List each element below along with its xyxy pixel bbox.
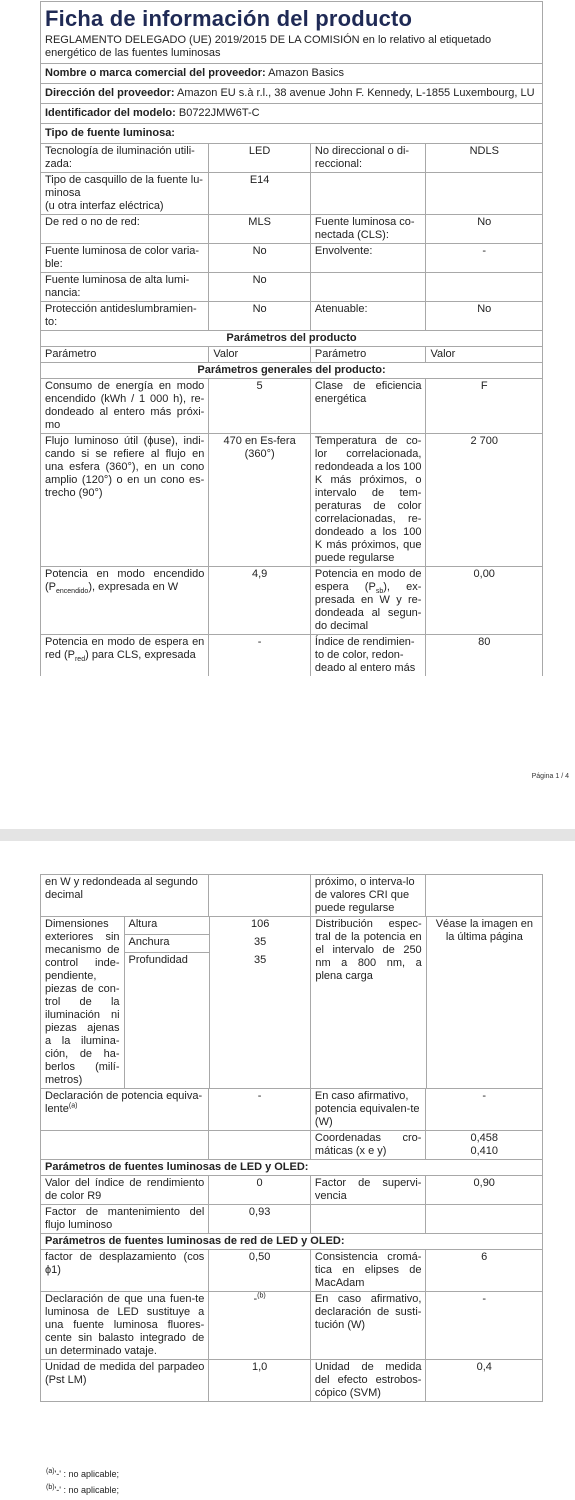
equiv-row <box>41 1089 542 1131</box>
product-params-heading: Parámetros del producto <box>226 332 357 344</box>
cri-value: 80 <box>478 636 491 648</box>
param-row-a: Consumo de energía en modo encendido (kWh / 1 000 h), re-dondeado al entero más próxi-mo <box>41 379 209 433</box>
param-row-b: 5 <box>209 379 311 433</box>
chroma-x: 0,458 <box>470 1132 498 1144</box>
type-row-c: No direccional o di-reccional: <box>311 144 427 172</box>
param-row <box>41 434 542 567</box>
led-row-d: 0,90 <box>473 1177 495 1189</box>
spectral-label: Distribución espec-tral de la potencia en el intervalo de 250 nm a 800 nm, a plena carga <box>311 917 426 1088</box>
type-row <box>41 302 542 331</box>
page-title: Ficha de información del producto <box>45 6 413 31</box>
footnotes <box>46 1466 119 1498</box>
net-row-d: 6 <box>481 1251 488 1263</box>
type-row <box>41 215 542 244</box>
dimensions-row <box>41 917 542 1089</box>
led-params-heading: Parámetros de fuentes luminosas de LED y OLED: <box>45 1161 309 1173</box>
led-row-b: 0,93 <box>209 1205 311 1233</box>
equiv-value: - <box>209 1089 311 1130</box>
type-row <box>41 273 542 302</box>
net-row-a: Unidad de medida del parpadeo (Pst LM) <box>41 1360 209 1401</box>
param-row-c: Clase de eficiencia energética <box>311 379 427 433</box>
power-on-label: Potencia en modo encendido $(P_{encendido})$, expresada en W <box>41 567 209 634</box>
led-rows <box>41 1176 542 1234</box>
param-row-a: Flujo luminoso útil (ϕuse), indi-cando si se refiere al flujo en una esfera (360°), en un cono amplio (120°) o en un cono es-trecho (90°) <box>41 434 209 566</box>
supplier-address: Amazon EU s.à r.l., 38 avenue John F. Kennedy, L-1855 Luxembourg, LU <box>177 87 535 99</box>
led-net-params-row <box>41 1234 542 1250</box>
product-params-row <box>41 331 542 347</box>
led-params-row <box>41 1160 542 1176</box>
page-2 <box>40 874 543 1402</box>
led-row-d <box>426 1205 542 1233</box>
power-on-value: 4,9 <box>209 567 311 634</box>
regulation-text: REGLAMENTO DELEGADO (UE) 2019/2015 DE LA COMISIÓN en lo relativo al etiquetado energético de las fuentes luminosas <box>45 34 492 59</box>
net-row-c: Consistencia cromá-tica en elipses de MacAdam <box>311 1250 427 1291</box>
chroma-row <box>41 1131 542 1160</box>
general-params-row <box>41 363 542 379</box>
led-row-a: Valor del índice de rendimiento de color R9 <box>41 1176 209 1204</box>
type-row-a: Tipo de casquillo de la fuente lu-minosa (u otra interfaz eléctrica) <box>41 173 209 214</box>
dim-height-label: Altura <box>125 917 209 935</box>
type-row-d: NDLS <box>469 145 499 157</box>
continuation-label: en W y redondeada al segundo decimal <box>41 875 209 916</box>
type-row-c: Fuente luminosa co-nectada (CLS): <box>311 215 427 243</box>
chroma-label: Coordenadas cro-máticas (x e y) <box>311 1131 427 1159</box>
net-row-b: 0,50 <box>209 1250 311 1291</box>
page-number: Página 1 / 4 <box>531 773 569 780</box>
header-value: Valor <box>209 347 311 362</box>
type-row-c: Envolvente: <box>311 244 427 272</box>
param-row-d: F <box>480 380 488 392</box>
type-row <box>41 244 542 273</box>
led-row-a: Factor de mantenimiento del flujo luminoso <box>41 1205 209 1233</box>
type-row-d: - <box>482 245 487 257</box>
led-row-c <box>311 1205 427 1233</box>
net-row <box>41 1292 542 1360</box>
type-row-a: Tecnología de iluminación utili-zada: <box>41 144 209 172</box>
type-row <box>41 173 542 215</box>
type-row-b: MLS <box>209 215 311 243</box>
light-source-type-row <box>41 124 542 144</box>
dim-depth-label: Profundidad <box>128 954 188 966</box>
page-gap <box>0 829 575 841</box>
supplier-name-label: Nombre o marca comercial del proveedor: <box>45 67 266 79</box>
continuation-cri: próximo, o interva-lo de valores CRI que puede regularse <box>311 875 427 916</box>
header-param: Parámetro <box>41 347 209 362</box>
supplier-address-label: Dirección del proveedor: <box>45 87 175 99</box>
power-net-value: - <box>209 635 311 676</box>
model-row <box>41 104 542 124</box>
type-row-b: No <box>209 273 311 301</box>
net-row-c: En caso afirmativo, declaración de susti-tución (W) <box>311 1292 427 1359</box>
param-row-d: 2 700 <box>470 435 498 447</box>
type-row-a: De red o no de red: <box>41 215 209 243</box>
param-row <box>41 379 542 434</box>
header-param-2: Parámetro <box>311 347 427 362</box>
spectral-value: Véase la imagen en la última página <box>435 918 533 943</box>
equiv-label: Declaración de potencia equiva-lente$^{(a)}$ <box>41 1089 209 1130</box>
continuation-row <box>41 874 542 917</box>
power-on-row <box>41 567 542 635</box>
type-row-c <box>311 173 427 214</box>
type-row-a: Protección antideslumbramien-to: <box>41 302 209 330</box>
type-row-d: No <box>477 303 492 315</box>
dim-width-label: Anchura <box>125 935 209 953</box>
type-row-d: No <box>477 216 492 228</box>
net-row-c: Unidad de medida del efecto estrobos-cópico (SVM) <box>311 1360 427 1401</box>
net-row-a: Declaración de que una fuen-te luminosa de LED sustituye a una fuente luminosa fluores-cente sin balasto integrado de un determinado vataje. <box>41 1292 209 1359</box>
param-row-c: Temperatura de co-lor correlacionada, redondeada a los 100 K más próximos, o intervalo de tem-peraturas de color correlacionadas, re-dondeado a los 100 K más próximos, que puede regularse <box>311 434 427 566</box>
type-row-b: No <box>209 244 311 272</box>
net-row <box>41 1360 542 1402</box>
dim-height-value: 106 <box>251 918 270 930</box>
net-row-b: -$^{(b)}$ <box>209 1292 311 1359</box>
footnote-a: $^{(a)}$'-' : no aplicable; <box>46 1468 120 1479</box>
led-row-b: 0 <box>209 1176 311 1204</box>
param-row-b: 470 en Es-fera (360°) <box>209 434 311 566</box>
equiv-power-label: En caso afirmativo, potencia equivalen-te (W) <box>311 1089 427 1130</box>
net-row-d: - <box>482 1293 487 1305</box>
model-id: B0722JMW6T-C <box>178 107 260 119</box>
type-row-d <box>426 273 542 301</box>
type-row-b: LED <box>209 144 311 172</box>
title-row <box>41 1 542 64</box>
model-label: Identificador del modelo: <box>45 107 176 119</box>
type-row-c: Atenuable: <box>311 302 427 330</box>
led-row-c: Factor de supervi-vencia <box>311 1176 427 1204</box>
led-row <box>41 1176 542 1205</box>
equiv-power-value: - <box>482 1090 487 1102</box>
type-row-d <box>426 173 542 214</box>
type-row <box>41 144 542 173</box>
led-net-params-heading: Parámetros de fuentes luminosas de red de LED y OLED: <box>45 1235 345 1247</box>
general-params-heading: Parámetros generales del producto: <box>197 364 386 376</box>
power-net-row <box>41 635 542 676</box>
chroma-y: 0,410 <box>470 1145 498 1157</box>
standby-value: 0,00 <box>473 568 495 580</box>
header-value-2: Valor <box>430 348 456 360</box>
power-net-label: Potencia en modo de espera en red $(P_{red})$ para CLS, expresada <box>41 635 209 676</box>
type-row-c <box>311 273 427 301</box>
light-source-type-heading: Tipo de fuente luminosa: <box>45 127 175 139</box>
net-row-b: 1,0 <box>209 1360 311 1401</box>
header-row <box>41 347 542 363</box>
type-row-a: Fuente luminosa de alta lumi-nancia: <box>41 273 209 301</box>
led-row <box>41 1205 542 1234</box>
page1-rows <box>41 379 542 567</box>
page-1 <box>40 1 543 676</box>
cri-label: Índice de rendimien-to de color, redon-deado al entero más <box>311 635 427 676</box>
type-row-b: E14 <box>209 173 311 214</box>
supplier-name: Amazon Basics <box>268 67 344 79</box>
dim-width-value: 35 <box>254 936 267 948</box>
footnote-b: $^{(b)}$'-' : no aplicable; <box>46 1484 120 1495</box>
standby-label: Potencia en modo de espera $(P_{sb})$, ex-presada en W y re-dondeada al segun-do decimal <box>311 567 427 634</box>
net-rows <box>41 1250 542 1402</box>
supplier-address-row <box>41 84 542 104</box>
supplier-name-row <box>41 64 542 84</box>
dim-depth-value: 35 <box>254 954 267 966</box>
type-row-a: Fuente luminosa de color varia-ble: <box>41 244 209 272</box>
dimensions-label: Dimensiones exteriores sin mecanismo de control inde-pendiente, piezas de con-trol de la iluminación ni piezas ajenas a la ilumina-ción, de ha-berlos (milí-metros) <box>41 917 125 1088</box>
type-row-b: No <box>209 302 311 330</box>
net-row-a: factor de desplazamiento (cos ϕ1) <box>41 1250 209 1291</box>
type-rows <box>41 144 542 331</box>
net-row-d: 0,4 <box>476 1361 492 1373</box>
net-row <box>41 1250 542 1292</box>
